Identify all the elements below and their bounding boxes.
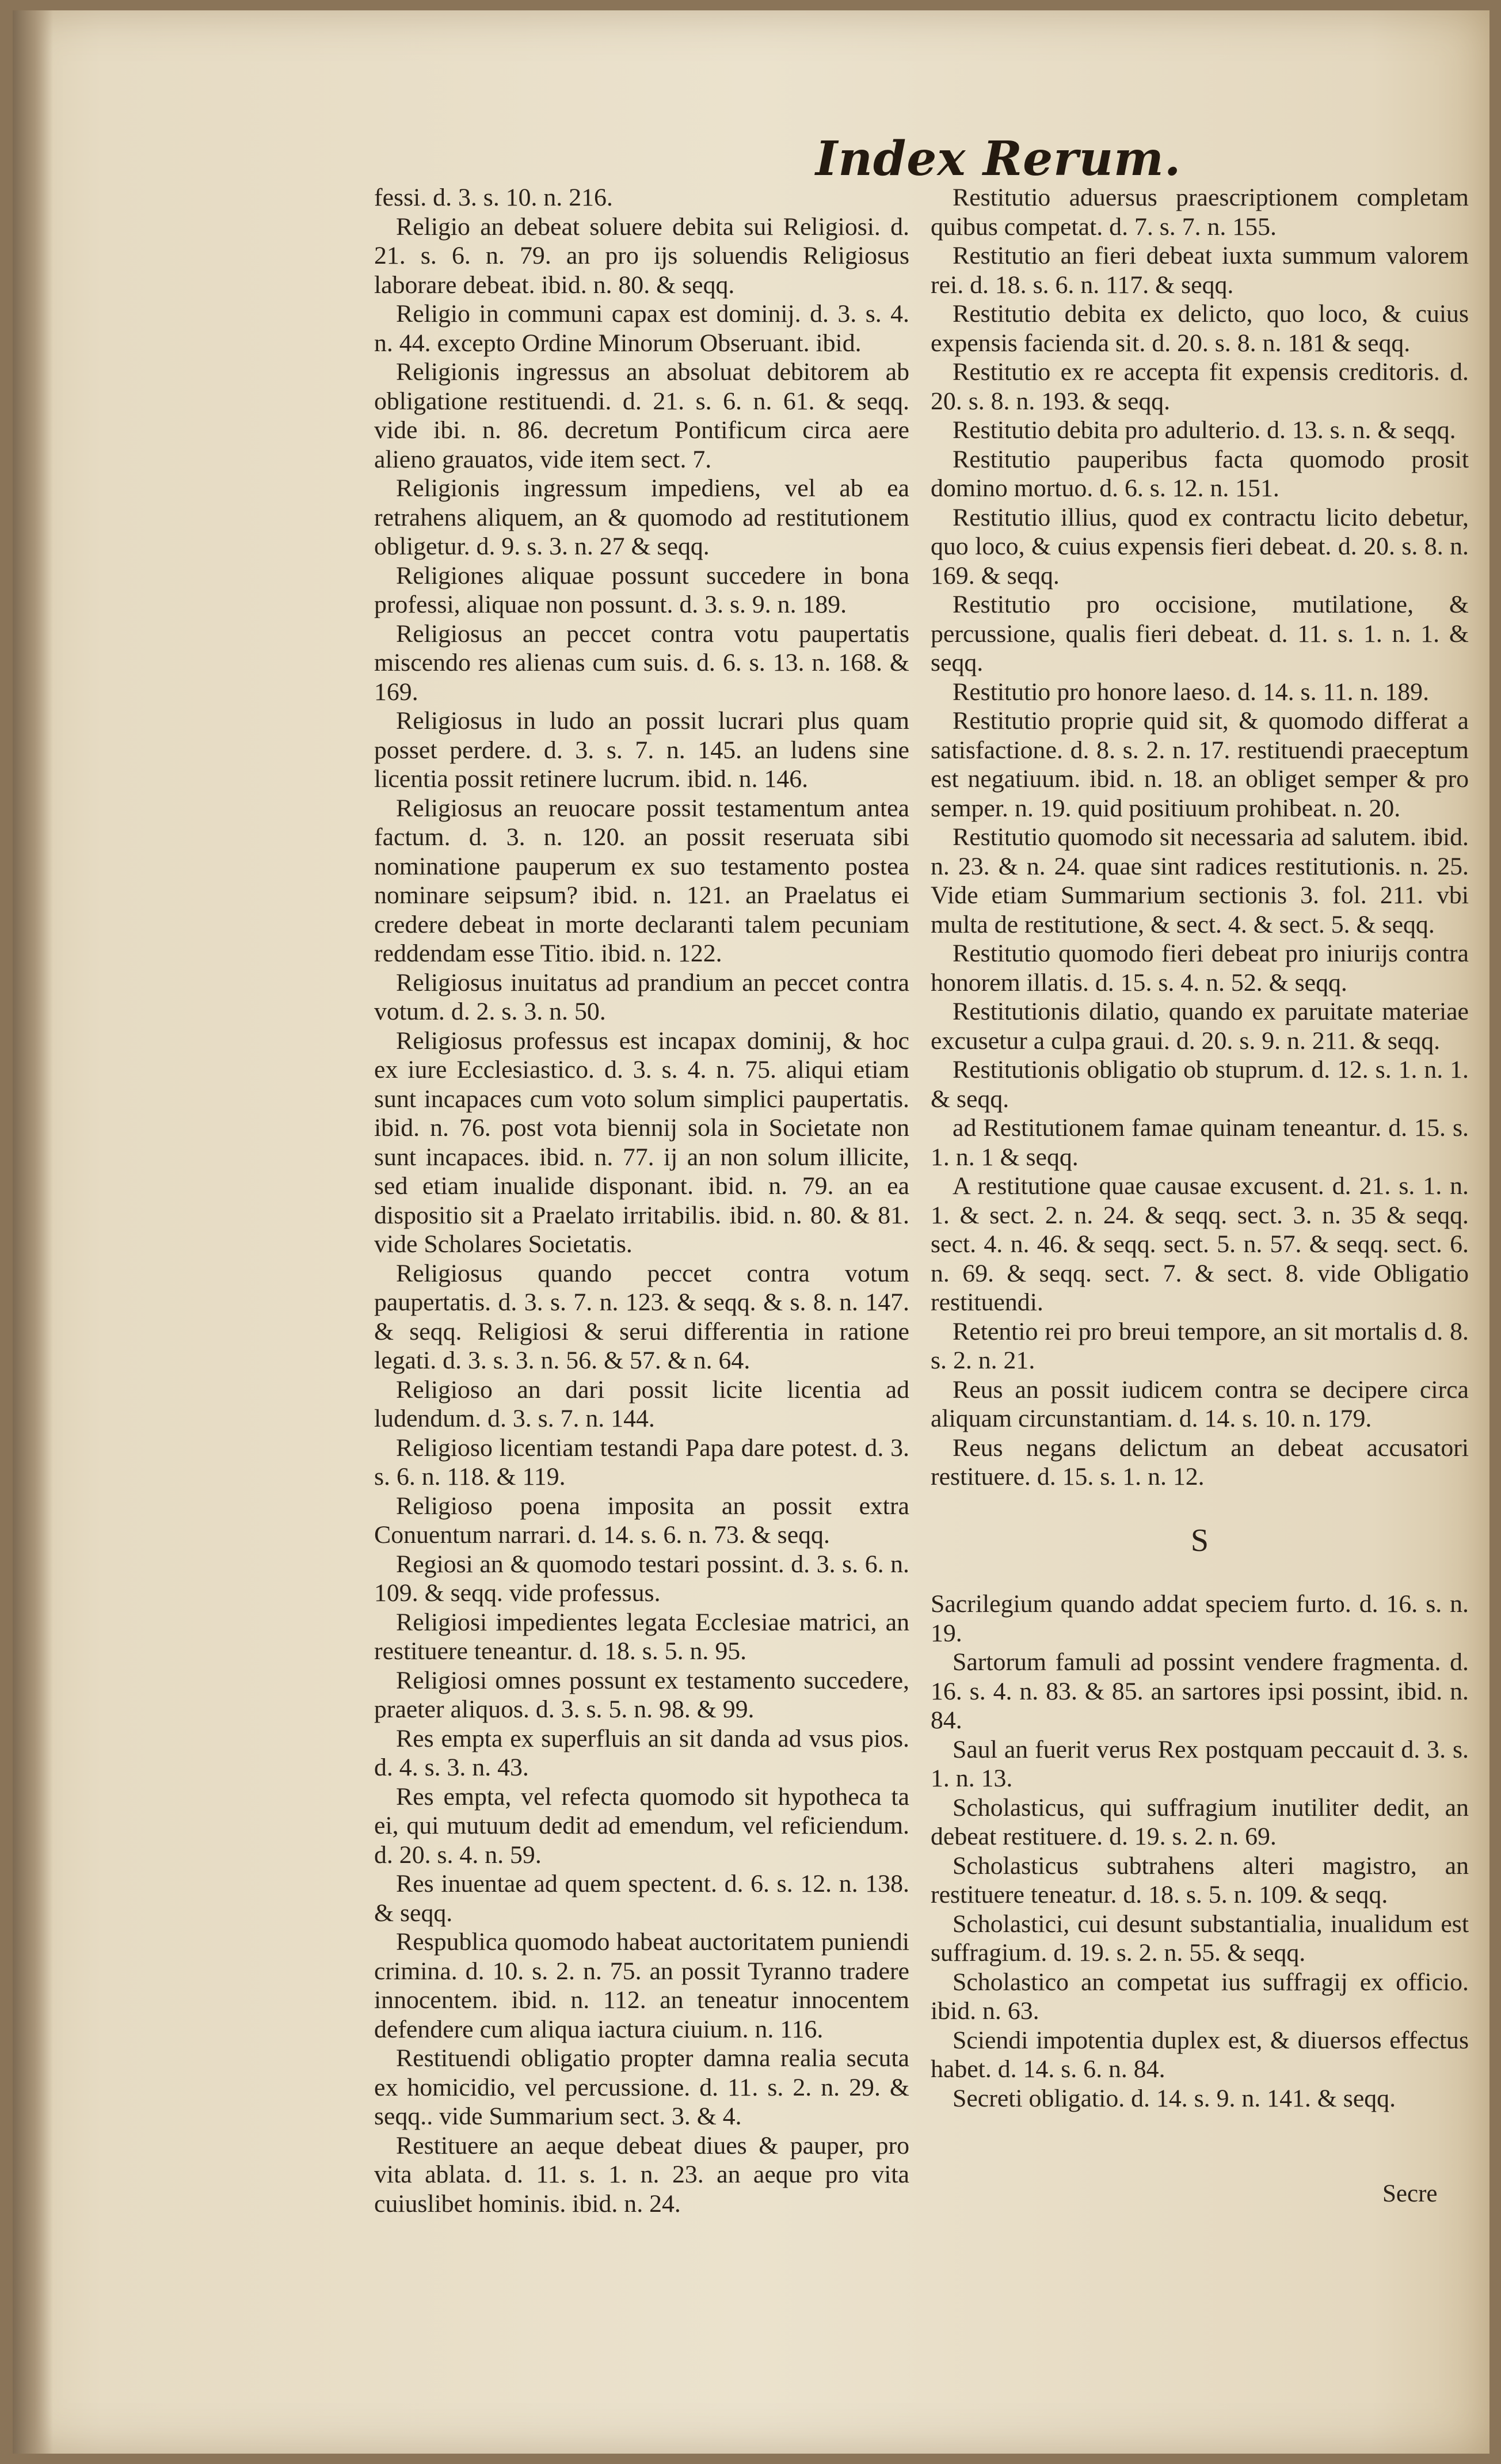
index-entry: Restitutio debita pro adulterio. d. 13. s. n. & seqq.: [953, 416, 1456, 444]
index-entry: Restitutio quomodo sit necessaria ad salutem. ibid. n. 23. & n. 24. quae sint radices restitutionis. n. 25. Vide etiam Summarium sectionis 3. fol. 211. vbi multa de restitutione, & sect. 4. & sect. 5. & seqq.: [931, 823, 1469, 938]
index-entry: Restitutio quomodo fieri debeat pro iniurijs contra honorem illatis. d. 15. s. 4. n. 52. & seqq.: [931, 940, 1469, 997]
index-entry: Restitutio pro honore laeso. d. 14. s. 11. n. 189.: [953, 678, 1430, 706]
index-entry: Religiosus an reuocare possit testamentum antea factum. d. 3. n. 120. an possit reseruata sibi nominatione pauperum ex suo testamento postea nominare seipsum? ibid. n. 121. an Praelatus ei credere debeat in morte declaranti talem pecuniam reddendam esse Titio. ibid. n. 122.: [374, 794, 909, 967]
section-letter: S: [1190, 1522, 1209, 1558]
index-entry: Religioso an dari possit licite licentia ad ludendum. d. 3. s. 7. n. 144.: [374, 1375, 909, 1432]
index-entry: Retentio rei pro breui tempore, an sit mortalis d. 8. s. 2. n. 21.: [931, 1317, 1469, 1374]
index-entry: Scholasticus, qui suffragium inutiliter dedit, an debeat restituere. d. 19. s. 2. n. 69.: [931, 1793, 1469, 1850]
index-entry: A restitutione quae causae excusent. d. 21. s. 1. n. 1. & sect. 2. n. 24. & seqq. sect. 3. n. 35 & seqq. sect. 4. n. 46. & seqq. sect. 5. n. 57. & seqq. sect. 6. n. 69. & seqq. sect. 7. & sect. 8. vide Obligatio restituendi.: [931, 1172, 1469, 1316]
index-entry: Religiosus quando peccet contra votum paupertatis. d. 3. s. 7. n. 123. & seqq. & s. 8. n. 147. & seqq. Religiosi & serui differentia in ratione legati. d. 3. s. 3. n. 56. & 57. & n. 64.: [374, 1259, 909, 1374]
index-entry: Restitutio proprie quid sit, & quomodo differat a satisfactione. d. 8. s. 2. n. 17. restituendi praeceptum est negatiuum. ibid. n. 18. an obliget semper & pro semper. n. 19. quid positiuum prohibeat. n. 20.: [931, 707, 1469, 822]
running-header: Index Rerum.: [816, 131, 1182, 187]
index-entry: Scholasticus subtrahens alteri magistro, an restituere teneatur. d. 18. s. 5. n. 109. & seqq.: [931, 1851, 1469, 1908]
index-entry: Scholastico an competat ius suffragij ex officio. ibid. n. 63.: [931, 1968, 1469, 2025]
index-entry: Restituendi obligatio propter damna realia secuta ex homicidio, vel percussione. d. 11. s. 2. n. 29. & seqq.. vide Summarium sect. 3. & 4.: [374, 2044, 909, 2130]
index-entry: Respublica quomodo habeat auctoritatem puniendi crimina. d. 10. s. 2. n. 75. an possit Tyranno tradere innocentem. ibid. n. 112. an teneatur innocentem defendere cum aliqua iactura ciuium. n. 116.: [374, 1928, 909, 2043]
index-entry: Restituere an aeque debeat diues & pauper, pro vita ablata. d. 11. s. 1. n. 23. an aeque pro vita cuiuslibet hominis. ibid. n. 24.: [374, 2131, 909, 2218]
index-entry: Res empta ex superfluis an sit danda ad vsus pios. d. 4. s. 3. n. 43.: [374, 1724, 909, 1781]
index-entry: Scholastici, cui desunt substantialia, inualidum est suffragium. d. 19. s. 2. n. 55. & seqq.: [931, 1910, 1469, 1967]
index-entry: Religioso licentiam testandi Papa dare potest. d. 3. s. 6. n. 118. & 119.: [374, 1433, 909, 1490]
index-entry: Res inuentae ad quem spectent. d. 6. s. 12. n. 138. & seqq.: [374, 1870, 909, 1927]
index-entry: Religiosi omnes possunt ex testamento succedere, praeter aliquos. d. 3. s. 5. n. 98. & 99.: [374, 1666, 909, 1723]
index-entry: Restitutio pauperibus facta quomodo prosit domino mortuo. d. 6. s. 12. n. 151.: [931, 445, 1469, 502]
index-entry: Religio an debeat soluere debita sui Religiosi. d. 21. s. 6. n. 79. an pro ijs soluendis Religiosus laborare debeat. ibid. n. 80. & seqq.: [374, 212, 909, 299]
index-entry: Religiosus inuitatus ad prandium an peccet contra votum. d. 2. s. 3. n. 50.: [374, 968, 909, 1025]
index-entry: Regiosi an & quomodo testari possint. d. 3. s. 6. n. 109. & seqq. vide professus.: [374, 1550, 909, 1607]
index-entry: ad Restitutionem famae quinam teneantur. d. 15. s. 1. n. 1 & seqq.: [931, 1114, 1469, 1171]
index-entry: Religioso poena imposita an possit extra Conuentum narrari. d. 14. s. 6. n. 73. & seqq.: [374, 1492, 909, 1549]
index-entry: Reus an possit iudicem contra se decipere circa aliquam circunstantiam. d. 14. s. 10. n. 179.: [931, 1375, 1469, 1432]
index-entry: Restitutio an fieri debeat iuxta summum valorem rei. d. 18. s. 6. n. 117. & seqq.: [931, 242, 1469, 299]
index-entry: Res empta, vel refecta quomodo sit hypotheca ta ei, qui mutuum dedit ad emendum, vel reficiendum. d. 20. s. 4. n. 59.: [374, 1782, 909, 1869]
index-entry: Sciendi impotentia duplex est, & diuersos effectus habet. d. 14. s. 6. n. 84.: [931, 2026, 1469, 2083]
index-entry: Sacrilegium quando addat speciem furto. d. 16. s. n. 19.: [931, 1590, 1469, 1647]
index-entry: Restitutionis dilatio, quando ex paruitate materiae excusetur a culpa graui. d. 20. s. 9. n. 211. & seqq.: [931, 998, 1469, 1055]
right-column: [931, 183, 1469, 2113]
index-entry: Religionis ingressus an absoluat debitorem ab obligatione restituendi. d. 21. s. 6. n. 61. & seqq. vide ibi. n. 86. decretum Pontificum circa aere alieno grauatos, vide item sect. 7.: [374, 358, 909, 473]
index-entry: Secreti obligatio. d. 14. s. 9. n. 141. & seqq.: [953, 2084, 1396, 2112]
index-entry: Restitutio illius, quod ex contractu licito debetur, quo loco, & cuius expensis fieri debeat. d. 20. s. 8. n. 169. & seqq.: [931, 503, 1469, 590]
index-entry: Reus negans delictum an debeat accusatori restituere. d. 15. s. 1. n. 12.: [931, 1433, 1469, 1490]
index-entry: Restitutio ex re accepta fit expensis creditoris. d. 20. s. 8. n. 193. & seqq.: [931, 358, 1469, 415]
index-entry: Restitutio pro occisione, mutilatione, & percussione, qualis fieri debeat. d. 11. s. 1. n. 1. & seqq.: [931, 591, 1469, 676]
index-entry: Sartorum famuli ad possint vendere fragmenta. d. 16. s. 4. n. 83. & 85. an sartores ipsi possint, ibid. n. 84.: [931, 1648, 1469, 1734]
index-entry: Restitutionis obligatio ob stuprum. d. 12. s. 1. n. 1. & seqq.: [931, 1056, 1469, 1113]
index-entry: Restitutio debita ex delicto, quo loco, & cuius expensis facienda sit. d. 20. s. 8. n. 181 & seqq.: [931, 300, 1469, 357]
index-entry: Saul an fuerit verus Rex postquam peccauit d. 3. s. 1. n. 13.: [931, 1735, 1469, 1792]
index-entry: fessi. d. 3. s. 10. n. 216.: [374, 184, 613, 211]
index-entry: Religiosus an peccet contra votu paupertatis miscendo res alienas cum suis. d. 6. s. 13. n. 168. & 169.: [374, 619, 909, 706]
left-column: [374, 183, 909, 2218]
book-page: [13, 10, 1489, 2454]
page-binding-shadow: [13, 10, 53, 2454]
index-entry: Restitutio aduersus praescriptionem completam quibus competat. d. 7. s. 7. n. 155.: [931, 184, 1469, 241]
index-entry: Religio in communi capax est dominij. d. 3. s. 4. n. 44. excepto Ordine Minorum Obseruant. ibid.: [374, 300, 909, 357]
index-entry: Religiosi impedientes legata Ecclesiae matrici, an restituere teneantur. d. 18. s. 5. n. 95.: [374, 1608, 909, 1665]
index-entry: Religiones aliquae possunt succedere in bona professi, aliquae non possunt. d. 3. s. 9. n. 189.: [374, 561, 909, 618]
catchword: Secre: [1382, 2180, 1438, 2207]
index-entry: Religionis ingressum impediens, vel ab ea retrahens aliquem, an & quomodo ad restitutionem obligetur. d. 9. s. 3. n. 27 & seqq.: [374, 474, 909, 560]
index-entry: Religiosus in ludo an possit lucrari plus quam posset perdere. d. 3. s. 7. n. 145. an ludens sine licentia possit retinere lucrum. ibid. n. 146.: [374, 707, 909, 793]
index-entry: Religiosus professus est incapax dominij, & hoc ex iure Ecclesiastico. d. 3. s. 4. n. 75. aliqui etiam sunt incapaces cum voto solum simplici paupertatis. ibid. n. 76. post vota biennij sola in Societate non sunt incapaces. ibid. n. 77. ij an non solum illicite, sed etiam inualide disponant. ibid. n. 79. an ea dispositio sit a Praelato irritabilis. ibid. n. 80. & 81. vide Scholares Societatis.: [374, 1026, 909, 1258]
